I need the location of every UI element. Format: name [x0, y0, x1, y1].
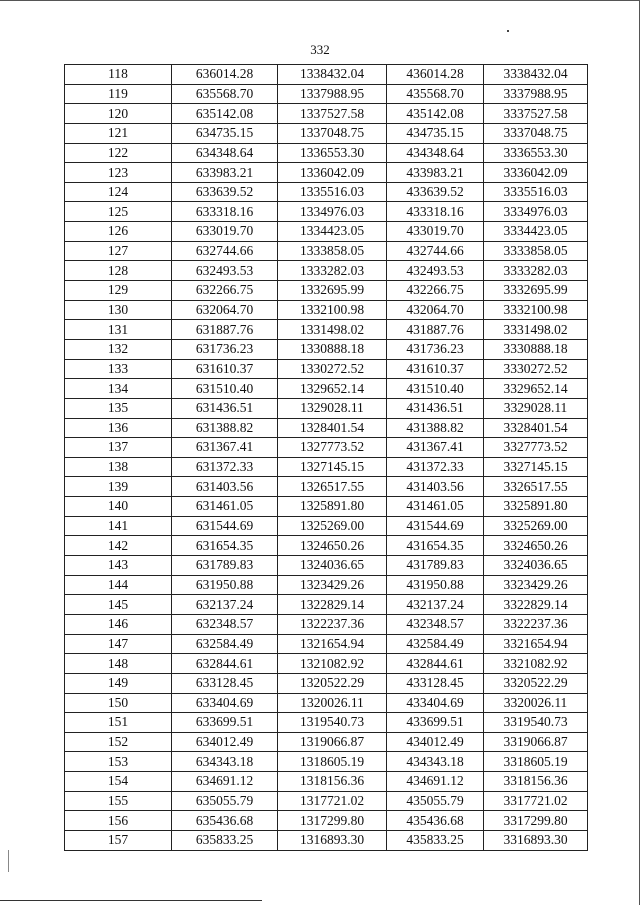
- y-coordinate-cell: 1317721.02: [278, 791, 387, 811]
- x-local-cell: 433128.45: [387, 673, 484, 693]
- table-row: [65, 182, 588, 202]
- y-coordinate-cell: 1325269.00: [278, 516, 387, 536]
- x-coordinate-cell: 631950.88: [172, 575, 278, 595]
- table-row: [65, 575, 588, 595]
- x-coordinate-cell: 632584.49: [172, 634, 278, 654]
- coordinates-table: [64, 64, 588, 851]
- x-local-cell: 431950.88: [387, 575, 484, 595]
- x-coordinate-cell: 631887.76: [172, 320, 278, 340]
- y-coordinate-cell: 1327145.15: [278, 457, 387, 477]
- x-local-cell: 433699.51: [387, 713, 484, 733]
- y-local-cell: 3333858.05: [484, 241, 588, 261]
- y-coordinate-cell: 1335516.03: [278, 182, 387, 202]
- x-local-cell: 433318.16: [387, 202, 484, 222]
- y-local-cell: 3323429.26: [484, 575, 588, 595]
- table-row: [65, 752, 588, 772]
- x-local-cell: 436014.28: [387, 65, 484, 85]
- page-border-top: [0, 0, 639, 1]
- x-local-cell: 435436.68: [387, 811, 484, 831]
- table-row: [65, 811, 588, 831]
- x-coordinate-cell: 633639.52: [172, 182, 278, 202]
- point-number-cell: 125: [65, 202, 172, 222]
- point-number-cell: 152: [65, 732, 172, 752]
- table-row: [65, 163, 588, 183]
- point-number-cell: 119: [65, 84, 172, 104]
- y-local-cell: 3325269.00: [484, 516, 588, 536]
- point-number-cell: 120: [65, 104, 172, 124]
- y-coordinate-cell: 1323429.26: [278, 575, 387, 595]
- y-coordinate-cell: 1322829.14: [278, 595, 387, 615]
- point-number-cell: 139: [65, 477, 172, 497]
- table-row: [65, 477, 588, 497]
- table-row: [65, 104, 588, 124]
- x-local-cell: 433404.69: [387, 693, 484, 713]
- y-local-cell: 3335516.03: [484, 182, 588, 202]
- x-local-cell: 435568.70: [387, 84, 484, 104]
- point-number-cell: 157: [65, 830, 172, 850]
- y-local-cell: 3324036.65: [484, 556, 588, 576]
- y-local-cell: 3321082.92: [484, 654, 588, 674]
- point-number-cell: 126: [65, 222, 172, 242]
- table-row: [65, 536, 588, 556]
- point-number-cell: 134: [65, 379, 172, 399]
- table-row: [65, 300, 588, 320]
- x-coordinate-cell: 635568.70: [172, 84, 278, 104]
- y-local-cell: 3336553.30: [484, 143, 588, 163]
- x-coordinate-cell: 631654.35: [172, 536, 278, 556]
- y-coordinate-cell: 1321082.92: [278, 654, 387, 674]
- x-local-cell: 432348.57: [387, 614, 484, 634]
- table-row: [65, 693, 588, 713]
- x-local-cell: 431403.56: [387, 477, 484, 497]
- table-row: [65, 418, 588, 438]
- y-local-cell: 3327145.15: [484, 457, 588, 477]
- y-local-cell: 3337527.58: [484, 104, 588, 124]
- y-local-cell: 3322237.36: [484, 614, 588, 634]
- y-local-cell: 3338432.04: [484, 65, 588, 85]
- y-local-cell: 3320026.11: [484, 693, 588, 713]
- x-coordinate-cell: 631403.56: [172, 477, 278, 497]
- y-coordinate-cell: 1322237.36: [278, 614, 387, 634]
- x-coordinate-cell: 635142.08: [172, 104, 278, 124]
- y-local-cell: 3318605.19: [484, 752, 588, 772]
- y-local-cell: 3317299.80: [484, 811, 588, 831]
- point-number-cell: 153: [65, 752, 172, 772]
- x-coordinate-cell: 634012.49: [172, 732, 278, 752]
- y-coordinate-cell: 1316893.30: [278, 830, 387, 850]
- y-local-cell: 3319540.73: [484, 713, 588, 733]
- y-coordinate-cell: 1332695.99: [278, 281, 387, 301]
- x-local-cell: 431544.69: [387, 516, 484, 536]
- x-coordinate-cell: 631789.83: [172, 556, 278, 576]
- y-coordinate-cell: 1324650.26: [278, 536, 387, 556]
- point-number-cell: 128: [65, 261, 172, 281]
- x-coordinate-cell: 635833.25: [172, 830, 278, 850]
- y-coordinate-cell: 1319540.73: [278, 713, 387, 733]
- y-coordinate-cell: 1333282.03: [278, 261, 387, 281]
- point-number-cell: 140: [65, 497, 172, 517]
- x-coordinate-cell: 631461.05: [172, 497, 278, 517]
- page-number: 332: [310, 42, 330, 57]
- y-local-cell: 3329652.14: [484, 379, 588, 399]
- x-local-cell: 431461.05: [387, 497, 484, 517]
- y-coordinate-cell: 1320522.29: [278, 673, 387, 693]
- x-local-cell: 431510.40: [387, 379, 484, 399]
- x-local-cell: 431610.37: [387, 359, 484, 379]
- x-coordinate-cell: 632266.75: [172, 281, 278, 301]
- x-coordinate-cell: 631510.40: [172, 379, 278, 399]
- x-coordinate-cell: 631436.51: [172, 398, 278, 418]
- x-coordinate-cell: 633318.16: [172, 202, 278, 222]
- point-number-cell: 123: [65, 163, 172, 183]
- y-coordinate-cell: 1327773.52: [278, 438, 387, 458]
- y-coordinate-cell: 1337527.58: [278, 104, 387, 124]
- table-row: [65, 673, 588, 693]
- y-coordinate-cell: 1329652.14: [278, 379, 387, 399]
- x-coordinate-cell: 632844.61: [172, 654, 278, 674]
- table-row: [65, 320, 588, 340]
- table-row: [65, 202, 588, 222]
- x-coordinate-cell: 634691.12: [172, 772, 278, 792]
- x-local-cell: 435055.79: [387, 791, 484, 811]
- x-local-cell: 431372.33: [387, 457, 484, 477]
- table-row: [65, 438, 588, 458]
- table-row: [65, 457, 588, 477]
- x-coordinate-cell: 632348.57: [172, 614, 278, 634]
- point-number-cell: 136: [65, 418, 172, 438]
- point-number-cell: 133: [65, 359, 172, 379]
- y-local-cell: 3326517.55: [484, 477, 588, 497]
- y-local-cell: 3337048.75: [484, 123, 588, 143]
- table-row: [65, 84, 588, 104]
- x-coordinate-cell: 635436.68: [172, 811, 278, 831]
- x-coordinate-cell: 633404.69: [172, 693, 278, 713]
- x-coordinate-cell: 631736.23: [172, 339, 278, 359]
- table-row: [65, 556, 588, 576]
- y-local-cell: 3331498.02: [484, 320, 588, 340]
- y-coordinate-cell: 1330888.18: [278, 339, 387, 359]
- x-local-cell: 433639.52: [387, 182, 484, 202]
- x-coordinate-cell: 635055.79: [172, 791, 278, 811]
- x-local-cell: 431654.35: [387, 536, 484, 556]
- x-coordinate-cell: 631372.33: [172, 457, 278, 477]
- x-local-cell: 432266.75: [387, 281, 484, 301]
- x-coordinate-cell: 631610.37: [172, 359, 278, 379]
- table-row: [65, 398, 588, 418]
- x-coordinate-cell: 632137.24: [172, 595, 278, 615]
- point-number-cell: 154: [65, 772, 172, 792]
- table-row: [65, 281, 588, 301]
- y-local-cell: 3330272.52: [484, 359, 588, 379]
- y-coordinate-cell: 1317299.80: [278, 811, 387, 831]
- x-coordinate-cell: 631388.82: [172, 418, 278, 438]
- x-local-cell: 433019.70: [387, 222, 484, 242]
- table-row: [65, 595, 588, 615]
- y-local-cell: 3329028.11: [484, 398, 588, 418]
- x-local-cell: 434691.12: [387, 772, 484, 792]
- margin-mark: [8, 850, 9, 872]
- y-coordinate-cell: 1320026.11: [278, 693, 387, 713]
- x-local-cell: 432493.53: [387, 261, 484, 281]
- table-row: [65, 516, 588, 536]
- y-coordinate-cell: 1337988.95: [278, 84, 387, 104]
- y-local-cell: 3336042.09: [484, 163, 588, 183]
- x-local-cell: 434012.49: [387, 732, 484, 752]
- point-number-cell: 144: [65, 575, 172, 595]
- y-local-cell: 3319066.87: [484, 732, 588, 752]
- y-local-cell: 3327773.52: [484, 438, 588, 458]
- point-number-cell: 147: [65, 634, 172, 654]
- table-row: [65, 65, 588, 85]
- table-row: [65, 830, 588, 850]
- table-row: [65, 222, 588, 242]
- x-local-cell: 432844.61: [387, 654, 484, 674]
- y-coordinate-cell: 1338432.04: [278, 65, 387, 85]
- y-coordinate-cell: 1325891.80: [278, 497, 387, 517]
- point-number-cell: 155: [65, 791, 172, 811]
- x-local-cell: 432064.70: [387, 300, 484, 320]
- x-coordinate-cell: 633699.51: [172, 713, 278, 733]
- table-row: [65, 261, 588, 281]
- y-coordinate-cell: 1319066.87: [278, 732, 387, 752]
- point-number-cell: 121: [65, 123, 172, 143]
- y-coordinate-cell: 1329028.11: [278, 398, 387, 418]
- y-local-cell: 3332695.99: [484, 281, 588, 301]
- point-number-cell: 143: [65, 556, 172, 576]
- table-row: [65, 123, 588, 143]
- table-row: [65, 732, 588, 752]
- y-local-cell: 3334976.03: [484, 202, 588, 222]
- x-coordinate-cell: 633019.70: [172, 222, 278, 242]
- point-number-cell: 141: [65, 516, 172, 536]
- y-coordinate-cell: 1318156.36: [278, 772, 387, 792]
- scan-speck: [507, 30, 509, 32]
- x-local-cell: 431736.23: [387, 339, 484, 359]
- point-number-cell: 138: [65, 457, 172, 477]
- point-number-cell: 124: [65, 182, 172, 202]
- y-coordinate-cell: 1334423.05: [278, 222, 387, 242]
- y-local-cell: 3332100.98: [484, 300, 588, 320]
- point-number-cell: 142: [65, 536, 172, 556]
- table-row: [65, 614, 588, 634]
- y-local-cell: 3316893.30: [484, 830, 588, 850]
- y-local-cell: 3320522.29: [484, 673, 588, 693]
- x-coordinate-cell: 631367.41: [172, 438, 278, 458]
- y-local-cell: 3333282.03: [484, 261, 588, 281]
- x-coordinate-cell: 636014.28: [172, 65, 278, 85]
- table-row: [65, 241, 588, 261]
- table-row: [65, 713, 588, 733]
- x-coordinate-cell: 634343.18: [172, 752, 278, 772]
- x-local-cell: 435833.25: [387, 830, 484, 850]
- y-local-cell: 3324650.26: [484, 536, 588, 556]
- y-local-cell: 3337988.95: [484, 84, 588, 104]
- point-number-cell: 150: [65, 693, 172, 713]
- y-coordinate-cell: 1318605.19: [278, 752, 387, 772]
- table-row: [65, 654, 588, 674]
- point-number-cell: 132: [65, 339, 172, 359]
- y-coordinate-cell: 1336553.30: [278, 143, 387, 163]
- x-local-cell: 434348.64: [387, 143, 484, 163]
- y-coordinate-cell: 1328401.54: [278, 418, 387, 438]
- x-local-cell: 431367.41: [387, 438, 484, 458]
- y-coordinate-cell: 1326517.55: [278, 477, 387, 497]
- y-coordinate-cell: 1324036.65: [278, 556, 387, 576]
- point-number-cell: 135: [65, 398, 172, 418]
- point-number-cell: 122: [65, 143, 172, 163]
- table-row: [65, 339, 588, 359]
- x-local-cell: 434343.18: [387, 752, 484, 772]
- x-local-cell: 431789.83: [387, 556, 484, 576]
- x-coordinate-cell: 634735.15: [172, 123, 278, 143]
- point-number-cell: 156: [65, 811, 172, 831]
- x-local-cell: 431436.51: [387, 398, 484, 418]
- x-coordinate-cell: 631544.69: [172, 516, 278, 536]
- point-number-cell: 137: [65, 438, 172, 458]
- point-number-cell: 118: [65, 65, 172, 85]
- x-coordinate-cell: 632493.53: [172, 261, 278, 281]
- footnote-rule: [0, 900, 262, 901]
- x-coordinate-cell: 633128.45: [172, 673, 278, 693]
- y-local-cell: 3317721.02: [484, 791, 588, 811]
- x-local-cell: 431388.82: [387, 418, 484, 438]
- point-number-cell: 129: [65, 281, 172, 301]
- point-number-cell: 127: [65, 241, 172, 261]
- y-coordinate-cell: 1333858.05: [278, 241, 387, 261]
- y-coordinate-cell: 1337048.75: [278, 123, 387, 143]
- point-number-cell: 151: [65, 713, 172, 733]
- point-number-cell: 148: [65, 654, 172, 674]
- point-number-cell: 146: [65, 614, 172, 634]
- y-local-cell: 3318156.36: [484, 772, 588, 792]
- x-local-cell: 435142.08: [387, 104, 484, 124]
- point-number-cell: 130: [65, 300, 172, 320]
- y-local-cell: 3321654.94: [484, 634, 588, 654]
- x-local-cell: 433983.21: [387, 163, 484, 183]
- x-local-cell: 432137.24: [387, 595, 484, 615]
- y-coordinate-cell: 1321654.94: [278, 634, 387, 654]
- x-local-cell: 434735.15: [387, 123, 484, 143]
- x-coordinate-cell: 632744.66: [172, 241, 278, 261]
- x-local-cell: 431887.76: [387, 320, 484, 340]
- y-coordinate-cell: 1332100.98: [278, 300, 387, 320]
- y-local-cell: 3322829.14: [484, 595, 588, 615]
- x-local-cell: 432584.49: [387, 634, 484, 654]
- x-coordinate-cell: 633983.21: [172, 163, 278, 183]
- y-local-cell: 3328401.54: [484, 418, 588, 438]
- y-local-cell: 3325891.80: [484, 497, 588, 517]
- coordinates-table-body: [65, 65, 588, 851]
- table-row: [65, 791, 588, 811]
- table-row: [65, 772, 588, 792]
- x-local-cell: 432744.66: [387, 241, 484, 261]
- table-row: [65, 143, 588, 163]
- y-coordinate-cell: 1334976.03: [278, 202, 387, 222]
- table-row: [65, 359, 588, 379]
- point-number-cell: 149: [65, 673, 172, 693]
- y-coordinate-cell: 1336042.09: [278, 163, 387, 183]
- y-local-cell: 3334423.05: [484, 222, 588, 242]
- y-local-cell: 3330888.18: [484, 339, 588, 359]
- point-number-cell: 145: [65, 595, 172, 615]
- x-coordinate-cell: 634348.64: [172, 143, 278, 163]
- y-coordinate-cell: 1330272.52: [278, 359, 387, 379]
- point-number-cell: 131: [65, 320, 172, 340]
- x-coordinate-cell: 632064.70: [172, 300, 278, 320]
- table-row: [65, 497, 588, 517]
- table-row: [65, 634, 588, 654]
- table-row: [65, 379, 588, 399]
- y-coordinate-cell: 1331498.02: [278, 320, 387, 340]
